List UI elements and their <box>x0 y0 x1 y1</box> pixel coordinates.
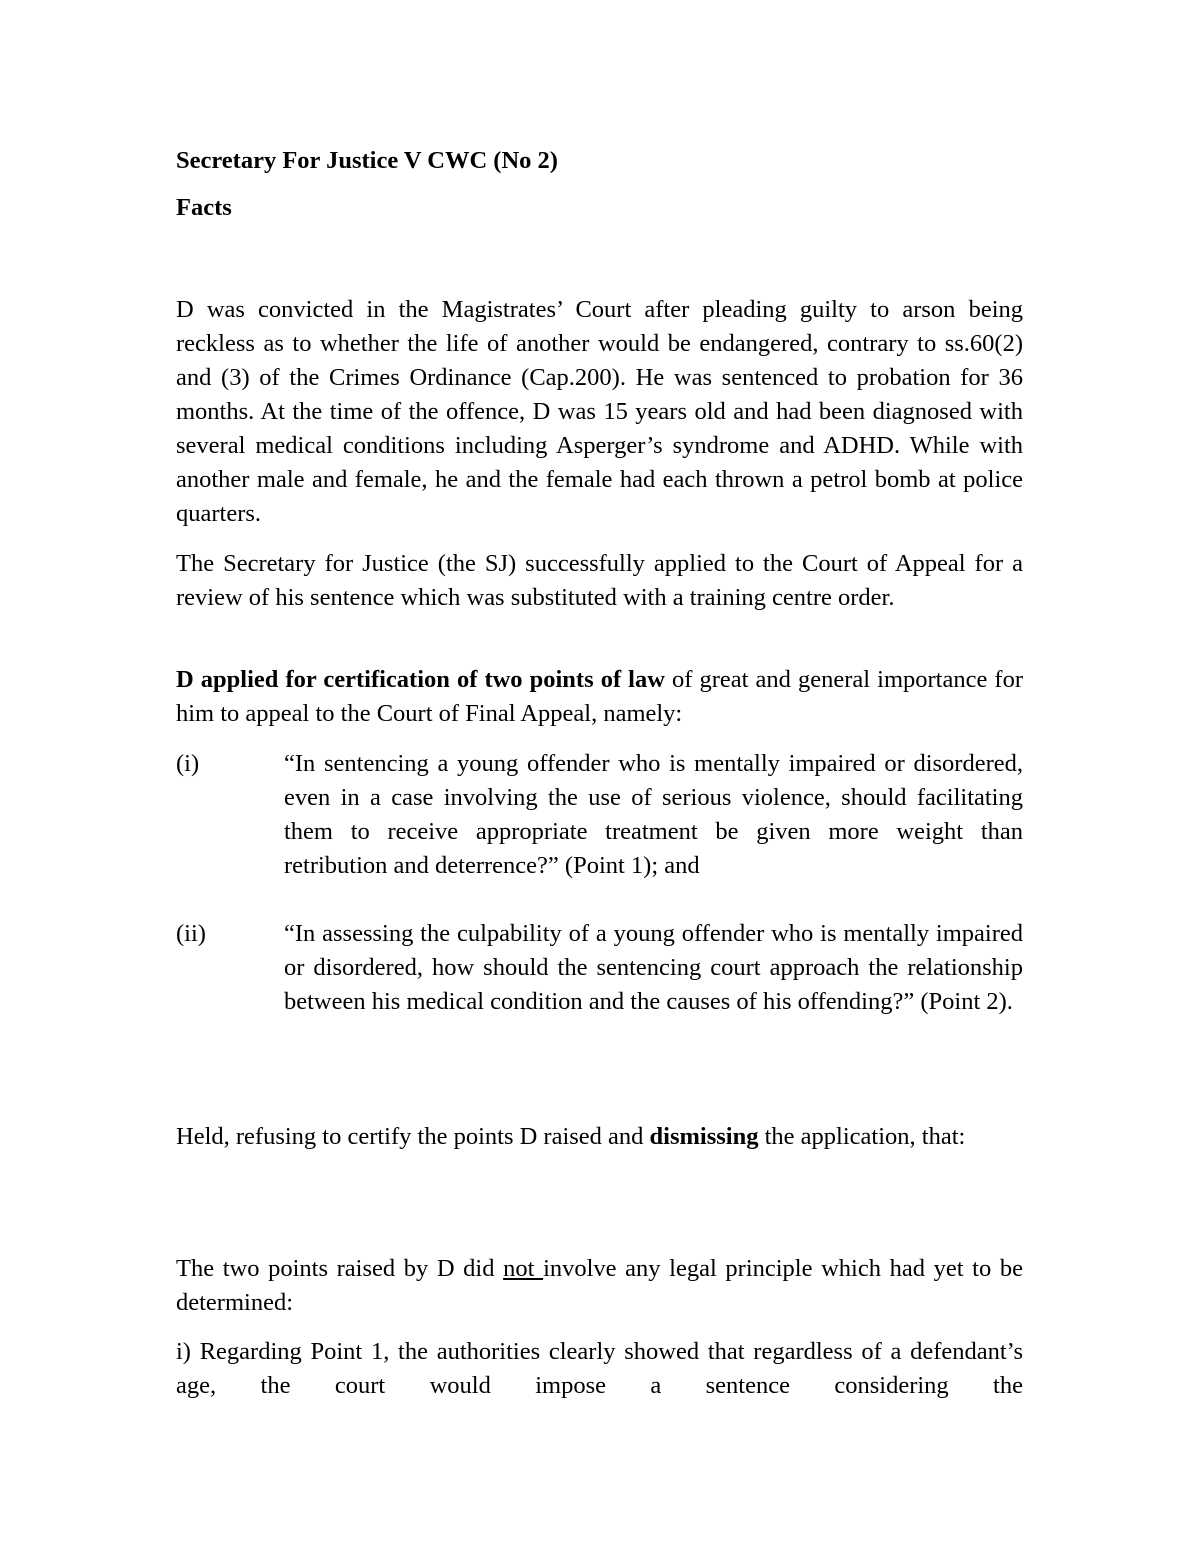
reason-text-start: The two points raised by D did <box>176 1255 504 1282</box>
document-title: Secretary For Justice V CWC (No 2) <box>176 147 558 174</box>
reason-paragraph <box>176 1252 1023 1320</box>
point-1-text: “In sentencing a young offender who is mentally impaired or disordered, even in a case involving the use of serious violence, should facilitating them to receive appropriate treatment be given more weight than retribution and deterrence?” (Point 1); and <box>284 750 1023 879</box>
certification-points-emphasis: D applied for certification of two points of law <box>176 666 665 693</box>
certification-points-text: of great and general importance for him to appeal to the Court of Final Appeal, namely: <box>176 666 1023 727</box>
facts-paragraph-3 <box>176 663 1023 731</box>
regarding-point-1-paragraph: i) Regarding Point 1, the authorities clearly showed that regardless of a defendant’s age, the court would impose a sentence considering the <box>176 1338 1023 1399</box>
reason-not-underlined: not <box>503 1255 544 1282</box>
point-2-number: (ii) <box>176 920 206 947</box>
held-dismissing: dismissing <box>649 1123 759 1150</box>
reason-text-end: involve any legal principle which had yet to be determined: <box>176 1255 1023 1316</box>
held-paragraph <box>176 1120 1023 1154</box>
facts-heading: Facts <box>176 194 232 221</box>
point-1-number: (i) <box>176 750 200 777</box>
point-2-text: “In assessing the culpability of a young offender who is mentally impaired or disordered, how should the sentencing court approach the relationship between his medical condition and the causes of his offending?” (Point 2). <box>284 920 1023 1015</box>
held-text-start: Held, refusing to certify the points D raised and <box>176 1123 650 1150</box>
held-text-end: the application, that: <box>758 1123 966 1150</box>
facts-paragraph-2: The Secretary for Justice (the SJ) successfully applied to the Court of Appeal for a review of his sentence which was substituted with a training centre order. <box>176 550 1023 611</box>
facts-paragraph-1: D was convicted in the Magistrates’ Court after pleading guilty to arson being reckless as to whether the life of another would be endangered, contrary to ss.60(2) and (3) of the Crimes Ordinance (Cap.200). He was sentenced to probation for 36 months. At the time of the offence, D was 15 years old and had been diagnosed with several medical conditions including Asperger’s syndrome and ADHD. While with another male and female, he and the female had each thrown a petrol bomb at police quarters. <box>176 296 1023 527</box>
